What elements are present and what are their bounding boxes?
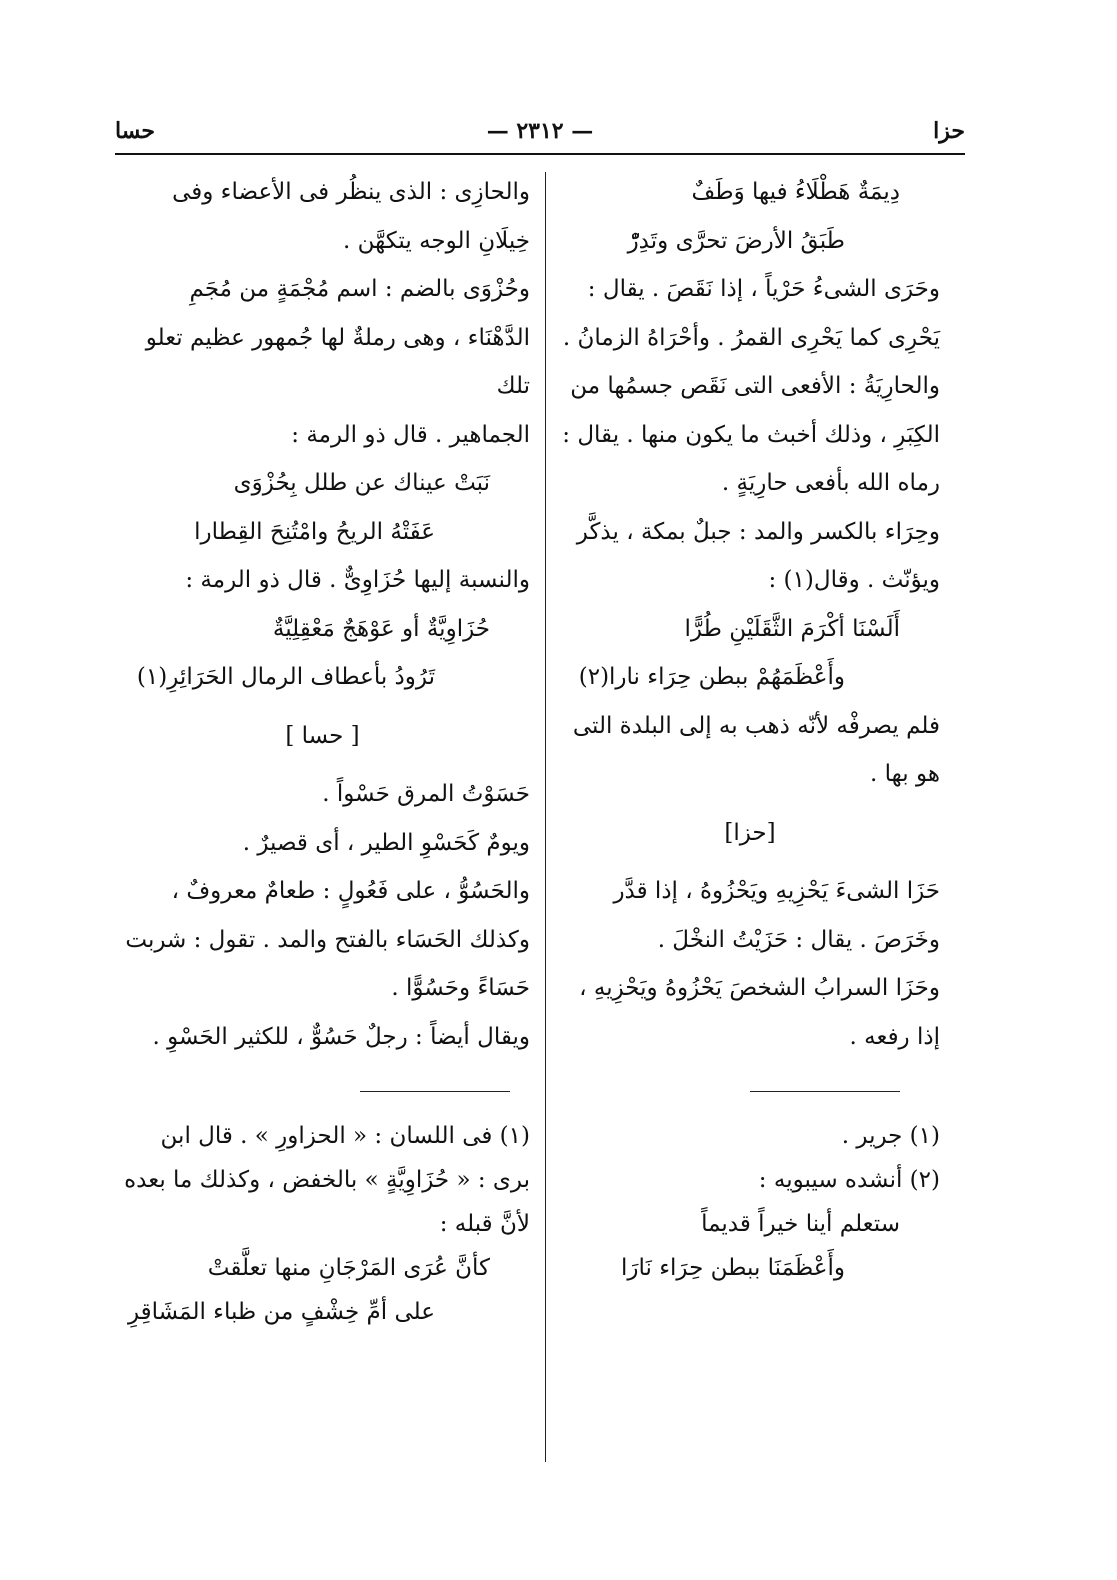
text-line: والحَسُوُّ ، على فَعُولٍ : طعامٌ معروفٌ ، [171, 878, 530, 904]
text-line: وحُزْوَى بالضم : اسم مُجْمَةٍ من مُجَمِ [189, 276, 530, 302]
footnote-rule [750, 1091, 900, 1092]
text-line: يَحْرِى كما يَحْرِى القمرُ . وأحْرَاهُ الزمانُ . [562, 324, 940, 351]
header-entry-word-left: حسا [115, 118, 155, 144]
footnote-rule [360, 1091, 510, 1092]
text-line: والحارِيَةُ : الأفعى التى نَقَص جسمُها من [570, 373, 940, 399]
verse-line: وأَعْظَمَهُمْ ببطن حِرَاء نارا(٢) [578, 664, 845, 690]
right-column [560, 168, 940, 1290]
header-rule [115, 153, 965, 155]
text-line: ويؤنّث . وقال(١) : [768, 567, 940, 593]
footnote-verse-line: ستعلم أينا خيراً قديماً [701, 1211, 900, 1237]
text-line: ويومٌ كَحَسْوِ الطير ، أى قصيرٌ . [242, 829, 530, 856]
page-number: — ٢٣١٢ — [486, 118, 594, 144]
footnote-verse-line: كأنَّ عُرَى المَرْجَانِ منها تعلَّقتْ [207, 1255, 490, 1281]
text-line: رماه الله بأفعى حارِيَةٍ . [721, 470, 940, 496]
left-column [115, 168, 530, 1334]
column-divider [545, 172, 546, 1462]
text-line: حَسَاءً وحَسُوًّا . [391, 975, 530, 1001]
text-line: وخَرَصَ . يقال : حَزَيْتُ النخْلَ . [657, 926, 940, 953]
text-line: إذا رفعه . [849, 1023, 940, 1050]
footnote-verse-line: وأَعْظَمَنَا ببطن حِرَاء نَارَا [620, 1255, 845, 1281]
verse-line: دِيمَةٌ هَطْلَاءُ فيها وَطَفٌ [691, 179, 900, 205]
verse-line: تَرُودُ بأعطاف الرمال الحَرَائِرِ(١) [136, 664, 435, 690]
running-header [115, 118, 965, 152]
footnote-line: لأنَّ قبله : [439, 1211, 530, 1237]
verse-line: حُزَاوِيَّةٌ أو عَوْهَجٌ مَعْقِلِيَّةٌ [272, 615, 490, 642]
text-line: ويقال أيضاً : رجلٌ حَسُوٌّ ، للكثير الحَسْوِ . [152, 1023, 530, 1050]
text-line: حَزَا الشىءَ يَحْزِيهِ ويَحْزُوهُ ، إذا قدَّر [613, 878, 940, 904]
footnote-line: (١) فى اللسان : « الحزاورِ » . قال ابن [160, 1123, 530, 1149]
text-line: وحِرَاء بالكسر والمد : جبلٌ بمكة ، يذكَّر [576, 518, 940, 545]
text-line: والحازِى : الذى ينظُر فى الأعضاء وفى [172, 179, 530, 205]
text-line: والنسبة إليها حُزَاوِىٌّ . قال ذو الرمة : [185, 567, 530, 593]
text-line: الدَّهْنَاء ، وهى رملةٌ لها جُمهور عظيم تعلو تلك [145, 324, 530, 399]
text-line: وكذلك الحَسَاء بالفتح والمد . تقول : شربت [125, 926, 530, 953]
footnote-verse-line: على أمِّ خِشْفٍ من ظباء المَشَاقِرِ [127, 1299, 435, 1325]
verse-line: عَفَتْهُ الريحُ وامْتُنِحَ القِطارا [194, 518, 435, 545]
text-line: خِيلَانِ الوجه يتكهَّن . [343, 227, 530, 254]
text-line: هو بها . [870, 761, 940, 787]
text-line: الكِبَرِ ، وذلك أخبث ما يكون منها . يقال : [562, 421, 940, 448]
verse-line: طَبَقُ الأرضَ تحرَّى وتَدِرّْ [627, 227, 845, 254]
text-line: وحَزَا السرابُ الشخصَ يَحْزُوهُ ويَحْزِيهِ ، [579, 975, 940, 1001]
text-line: فلم يصرفْه لأنّه ذهب به إلى البلدة التى [572, 712, 940, 739]
verse-line: نَبَتْ عيناك عن طلل بِحُزْوَى [233, 470, 490, 496]
entry-heading-hza: [حزا] [724, 819, 776, 846]
text-line: حَسَوْتُ المرق حَسْواً . [322, 781, 530, 807]
verse-line: أَلَسْنَا أكْرَمَ الثَّقَلَيْنِ طُرًّا [684, 615, 900, 642]
footnote-line: برى : « حُزَاوِيَّةٍ » بالخفض ، وكذلك ما بعده [124, 1167, 530, 1193]
footnote-line: (١) جرير . [841, 1123, 940, 1149]
text-line: وحَرَى الشىءُ حَرْياً ، إذا نَقَصَ . يقال : [587, 276, 940, 302]
footnote-line: (٢) أنشده سيبويه : [758, 1167, 940, 1193]
entry-heading-hsa: [ حسا ] [285, 722, 360, 749]
header-entry-word-right: حزا [933, 118, 965, 144]
text-line: الجماهير . قال ذو الرمة : [291, 421, 530, 448]
